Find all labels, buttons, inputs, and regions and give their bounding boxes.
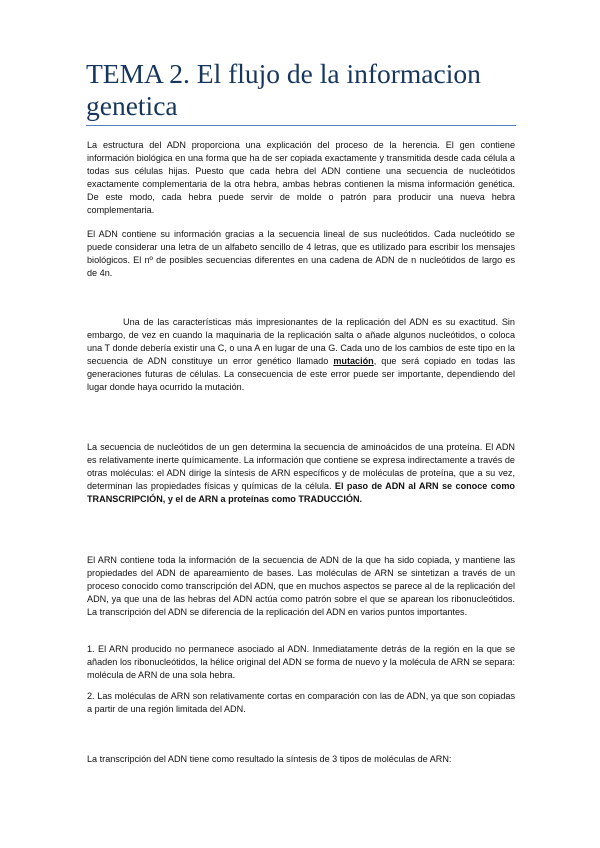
page-title: TEMA 2. El flujo de la informacion genetica [86, 58, 481, 121]
paragraph-mutacion-text-b: , que será copiado en todas las generaciones futuras de células. La consecuencia de este error puede ser importante, dependiendo del lugar donde haya ocurrido la mutación. [87, 356, 516, 393]
title-underline [86, 125, 516, 126]
paragraph-transcripcion-traduccion [87, 441, 515, 506]
list-item-1: 1. El ARN producido no permanece asociado al ADN. Inmediatamente detrás de la región en la que se añaden los ribonucleótidos, la hélice original del ADN se forma de nuevo y la molécula de ARN se separa: molécula de ARN de una sola hebra. [87, 644, 515, 681]
paragraph-herencia: La estructura del ADN proporciona una explicación del proceso de la herencia. El gen contiene información biológica en una forma que ha de ser copiada exactamente y transmitida desde cada célula a todas sus células hijas. Puesto que cada hebra del ADN contiene una secuencia de nucleótidos exactamente complementaria de la otra hebra, ambas hebras contienen la misma información genética. De este modo, cada hebra puede servir de molde o patrón para producir una nueva hebra complementaria. [87, 140, 515, 216]
paragraph-arn: El ARN contiene toda la información de la secuencia de ADN de la que ha sido copiada, y mantiene las propiedades del ADN de apareamiento de bases. Las moléculas de ARN se sintetizan a través de un proceso conocido como transcripción del ADN, que en muchos aspectos se parece al de la replicación del ADN, ya que una de las hebras del ADN actúa como patrón sobre el que se aparean los ribonucleótidos. La transcripción del ADN se diferencia de la replicación del ADN en varios puntos importantes. [87, 555, 515, 618]
term-mutacion: mutación [333, 356, 374, 367]
paragraph-secuencia-lineal: El ADN contiene su información gracias a la secuencia lineal de sus nucleótidos. Cada nucleótido se puede considerar una letra de un alfabeto sencillo de 4 letras, que es utilizado para escribir los mensajes biológicos. El nº de posibles secuencias diferentes en una cadena de ADN de n nucleótidos de largo es de 4n. [87, 229, 515, 279]
paragraph-mutacion [87, 316, 515, 395]
bold-transcripcion-statement: El paso de ADN al ARN se conoce como TRANSCRIPCIÓN, y el de ARN a proteínas como TRADUCCIÓN. [87, 481, 515, 505]
paragraph-proteina-text: La secuencia de nucleótidos de un gen determina la secuencia de aminoácidos de una proteína. El ADN es relativamente inerte químicamente. La información que contiene se expresa indirectamente a través de otras moléculas: el ADN dirige la síntesis de ARN específicos y de moléculas de proteína, que a su vez, determinan las propiedades físicas y químicas de la célula. [87, 442, 515, 492]
paragraph-mutacion-text-a: Una de las características más impresionantes de la replicación del ADN es su exactitud. Sin embargo, de vez en cuando la maquinaria de la replicación salta o añade algunos nucleótidos, o coloca una T donde debería existir una C, o una A en lugar de una G. Cada uno de los cambios de este tipo en la secuencia de ADN constituye un error genético llamado [87, 317, 515, 367]
paragraph-tipos-arn: La transcripción del ADN tiene como resultado la síntesis de 3 tipos de moléculas de ARN: [87, 754, 452, 764]
list-item-2: 2. Las moléculas de ARN son relativamente cortas en comparación con las de ADN, ya que son copiadas a partir de una región limitada del ADN. [87, 691, 515, 715]
